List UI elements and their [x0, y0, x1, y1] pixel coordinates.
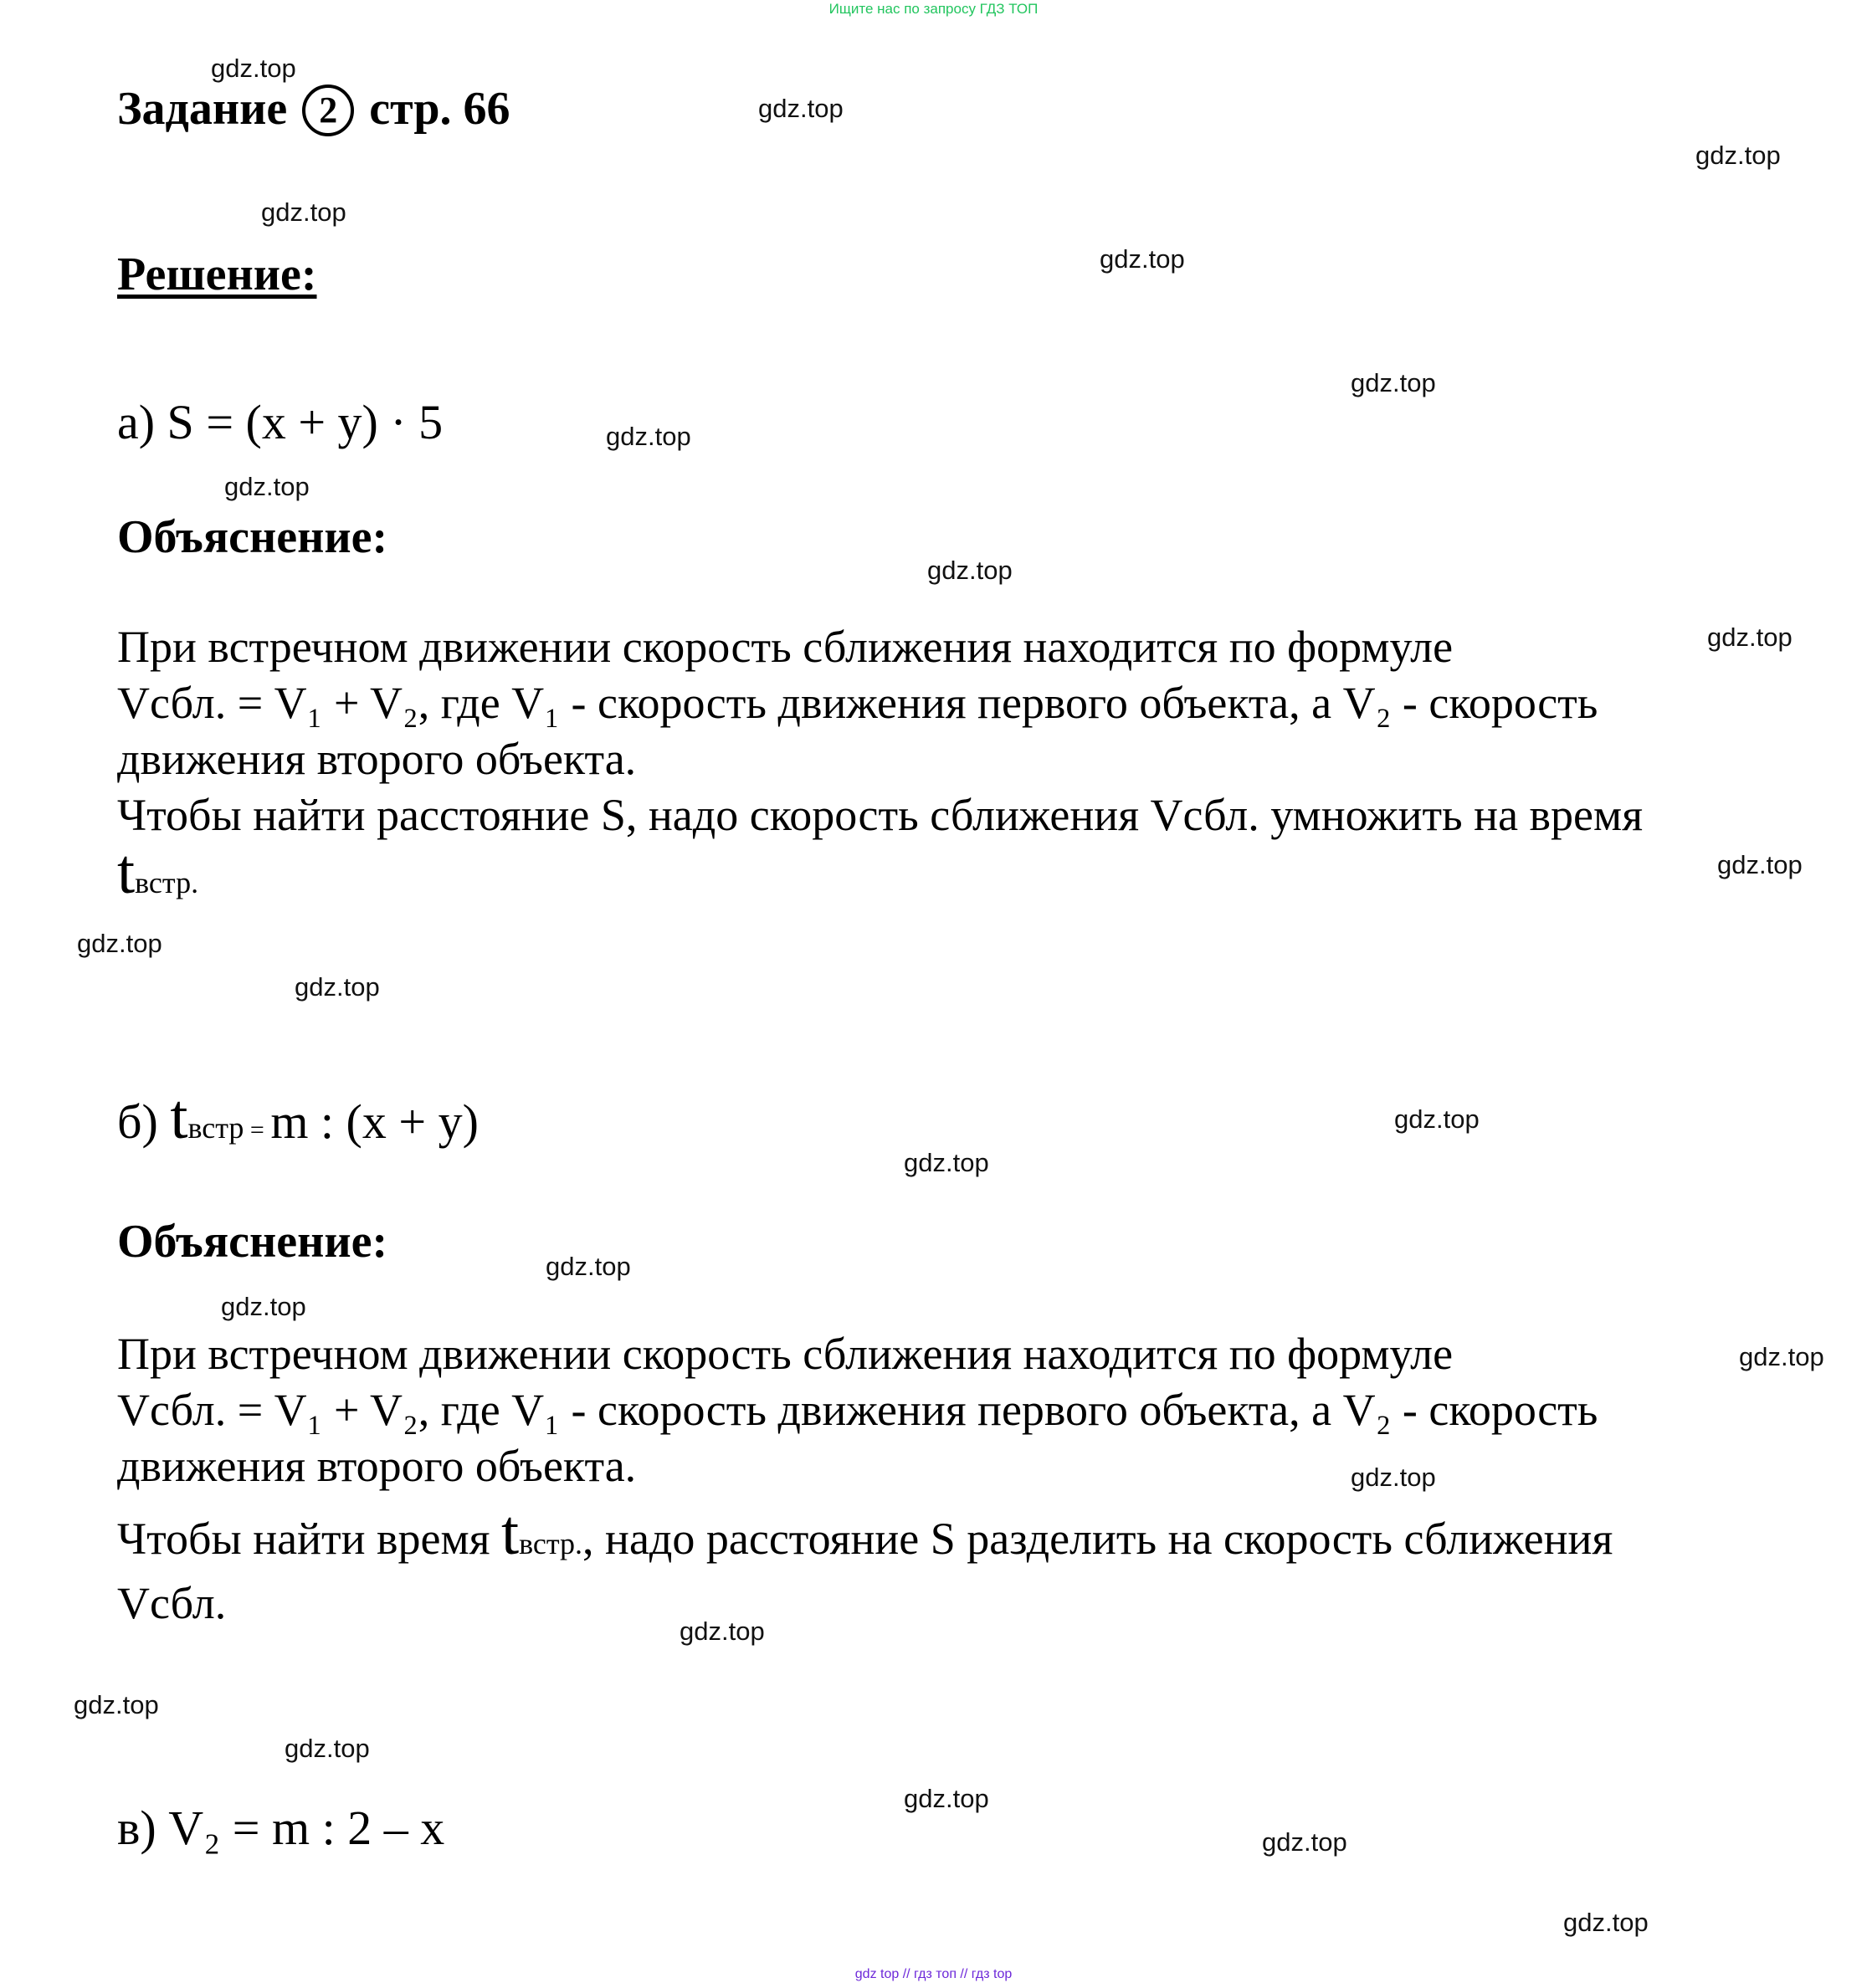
watermark: gdz.top — [1717, 850, 1803, 879]
part-b-formula — [117, 1082, 479, 1158]
watermark: gdz.top — [680, 1617, 765, 1646]
task-title-prefix: Задание — [117, 83, 288, 135]
part-b-line-1: При встречном движении скорость сближения находится по формуле — [117, 1329, 1454, 1379]
part-b-eq: = — [244, 1116, 271, 1144]
part-a-line-2: Vсбл. = V₁ + V₂, где V₁ - скорость движения первого объекта, а V₂ - скорость — [117, 678, 1598, 728]
part-b-explanation-label: Объяснение: — [117, 1216, 388, 1268]
task-heading — [117, 82, 510, 136]
part-a-explanation — [117, 619, 1808, 911]
watermark: gdz.top — [1394, 1104, 1480, 1134]
bottom-banner: gdz top // гдз топ // гдз top — [854, 1967, 1013, 1981]
part-b-final-t: t — [500, 1498, 520, 1568]
watermark: gdz.top — [221, 1292, 306, 1321]
part-b-t-sub: встр — [187, 1111, 244, 1145]
watermark: gdz.top — [1707, 623, 1793, 652]
part-b-final-before: Чтобы найти время — [117, 1514, 501, 1564]
part-b-t-symbol: t — [170, 1082, 188, 1152]
watermark: gdz.top — [1351, 1463, 1436, 1492]
part-a-t-sub: встр. — [135, 866, 199, 899]
watermark: gdz.top — [1695, 141, 1781, 170]
part-b-explanation — [117, 1326, 1808, 1632]
watermark: gdz.top — [758, 94, 844, 123]
watermark: gdz.top — [295, 972, 380, 1002]
watermark: gdz.top — [285, 1734, 370, 1763]
part-b-rest: m : (x + y) — [270, 1094, 479, 1149]
part-b-final-after: , надо расстояние S разделить на скорость сближения — [582, 1514, 1613, 1564]
watermark: gdz.top — [1563, 1908, 1649, 1937]
task-title-suffix: стр. 66 — [369, 83, 510, 135]
part-c-formula: в) V₂ = m : 2 – x — [117, 1801, 445, 1855]
watermark: gdz.top — [606, 422, 691, 451]
watermark: gdz.top — [904, 1148, 989, 1177]
part-b-final-t-sub: встр. — [519, 1527, 583, 1560]
part-a-line-1: При встречном движении скорость сближения находится по формуле — [117, 622, 1454, 672]
part-b-line-2: Vсбл. = V₁ + V₂, где V₁ - скорость движения первого объекта, а V₂ - скорость — [117, 1385, 1598, 1435]
solution-label: Решение: — [117, 248, 317, 300]
part-a-line-3: движения второго объекта. — [117, 734, 637, 784]
watermark: gdz.top — [1739, 1342, 1824, 1371]
watermark: gdz.top — [546, 1252, 631, 1281]
top-banner: Ищите нас по запросу ГДЗ ТОП — [828, 1, 1039, 17]
watermark: gdz.top — [904, 1784, 989, 1813]
watermark: gdz.top — [1351, 368, 1436, 397]
part-b-line-4 — [117, 1498, 1808, 1572]
part-a-formula: а) S = (x + y) · 5 — [117, 395, 444, 449]
part-a-t-symbol: t — [117, 837, 136, 907]
part-b-prefix: б) — [117, 1094, 171, 1149]
part-b-line-3: движения второго объекта. — [117, 1441, 637, 1491]
watermark: gdz.top — [224, 472, 310, 501]
task-number-circle: 2 — [302, 85, 354, 136]
part-a-line-4: Чтобы найти расстояние S, надо скорость сближения Vсбл. умножить на время — [117, 790, 1644, 840]
watermark: gdz.top — [1262, 1827, 1347, 1857]
part-b-line-5: Vсбл. — [117, 1578, 227, 1628]
watermark: gdz.top — [74, 1690, 159, 1719]
part-a-line-5 — [117, 837, 1808, 911]
watermark: gdz.top — [261, 197, 346, 227]
watermark: gdz.top — [77, 929, 162, 958]
watermark: gdz.top — [211, 54, 296, 83]
watermark: gdz.top — [1100, 244, 1185, 274]
watermark: gdz.top — [927, 556, 1013, 585]
part-a-explanation-label: Объяснение: — [117, 511, 388, 563]
